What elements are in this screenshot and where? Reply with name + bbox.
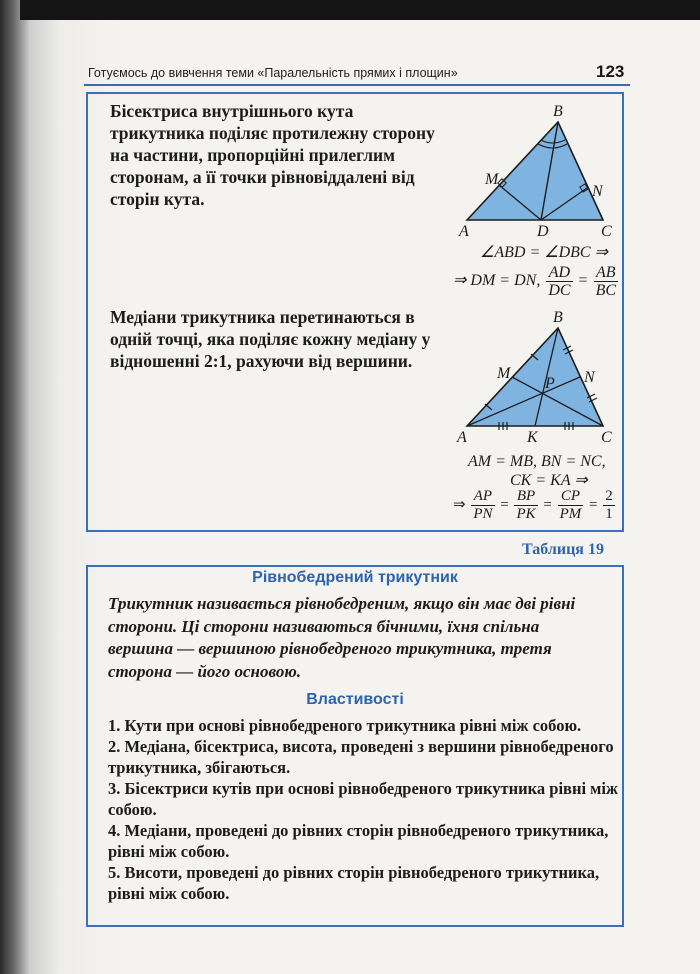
header-rule bbox=[84, 84, 630, 86]
bisector-formula-1: ∠ABD = ∠DBC ⇒ bbox=[480, 244, 608, 261]
bisector-theorem: Бісектриса внутрішнього кута трикутника поділяє протилежну сторону на частини, пропорційні прилеглим сторонам, а її точки рівновіддалені від сторін кута. bbox=[110, 101, 435, 209]
label-m: M bbox=[485, 171, 499, 188]
property-item: 1. Кути при основі рівнобедреного трикутника рівні між собою. bbox=[108, 716, 582, 735]
property-item: 4. Медіани, проведені до рівних сторін рівнобедреного трикутника, рівні між собою. bbox=[108, 821, 609, 861]
median-theorem: Медіани трикутника перетинаються в одній точці, яка поділяє кожну медіану у відношенні 2:1, рахуючи від вершини. bbox=[110, 307, 431, 371]
equals-sign-3: = bbox=[589, 496, 598, 513]
formula-prefix: ⇒ DM = DN, bbox=[453, 272, 541, 290]
label-k: K bbox=[527, 429, 538, 446]
fraction-cp-pm: $\frac{CP}{PM}$ bbox=[559, 488, 582, 522]
equals-sign-2: = bbox=[543, 496, 552, 513]
label-a: A bbox=[459, 223, 469, 240]
equals-sign: = bbox=[578, 272, 588, 290]
bisector-formula-2 bbox=[453, 264, 620, 299]
label-m-2: M bbox=[497, 365, 511, 382]
property-item: 5. Висоти, проведені до рівних сторін рівнобедреного трикутника, рівні між собою. bbox=[108, 863, 600, 903]
label-d: D bbox=[537, 223, 549, 240]
table-title: Рівнобедрений трикутник bbox=[252, 569, 458, 586]
label-p: P bbox=[545, 375, 555, 392]
property-item: 3. Бісектриси кутів при основі рівнобедреного трикутника рівні між собою. bbox=[108, 779, 618, 819]
median-figure bbox=[455, 308, 625, 448]
triangle-abc-2 bbox=[467, 328, 603, 426]
table-label: Таблиця 19 bbox=[522, 541, 604, 558]
running-header: Готуємось до вивчення теми «Паралельність прямих і площин» bbox=[88, 66, 458, 80]
properties-list bbox=[108, 715, 618, 904]
fraction-ab-bc: $\frac{AB}{BC}$ bbox=[595, 264, 617, 299]
median-formula-3 bbox=[453, 488, 617, 523]
page-number: 123 bbox=[596, 62, 625, 81]
fraction-ap-pn: $\frac{AP}{PN}$ bbox=[473, 488, 493, 522]
label-a-2: A bbox=[457, 429, 467, 446]
fraction-bp-pk: $\frac{BP}{PK}$ bbox=[516, 488, 536, 522]
label-c: C bbox=[601, 223, 612, 240]
implies-sign: ⇒ bbox=[453, 496, 466, 513]
median-formula-2: CK = KA ⇒ bbox=[510, 472, 588, 489]
label-n-2: N bbox=[584, 369, 595, 386]
properties-title: Властивості bbox=[306, 691, 404, 708]
median-formula-1: AM = MB, BN = NC, bbox=[468, 453, 606, 470]
label-b: B bbox=[553, 103, 563, 120]
property-item: 2. Медіана, бісектриса, висота, проведені з вершини рівнобедреного трикутника, збігаються. bbox=[108, 737, 614, 777]
bisector-figure bbox=[455, 100, 625, 240]
fraction-2-1: $\frac{2}{1}$ bbox=[605, 488, 613, 522]
fraction-ad-dc: $\frac{AD}{DC}$ bbox=[548, 264, 571, 299]
isosceles-definition: Трикутник називається рівнобедреним, якщо він має дві рівні сторони. Ці сторони називаються бічними, їхня спільна вершина — вершиною рівнобедреного трикутника, третя сторона — його основою. bbox=[108, 594, 576, 681]
label-n: N bbox=[592, 183, 603, 200]
label-c-2: C bbox=[601, 429, 612, 446]
equals-sign-1: = bbox=[500, 496, 509, 513]
label-b-2: B bbox=[553, 309, 563, 326]
scan-top-edge bbox=[20, 0, 700, 20]
